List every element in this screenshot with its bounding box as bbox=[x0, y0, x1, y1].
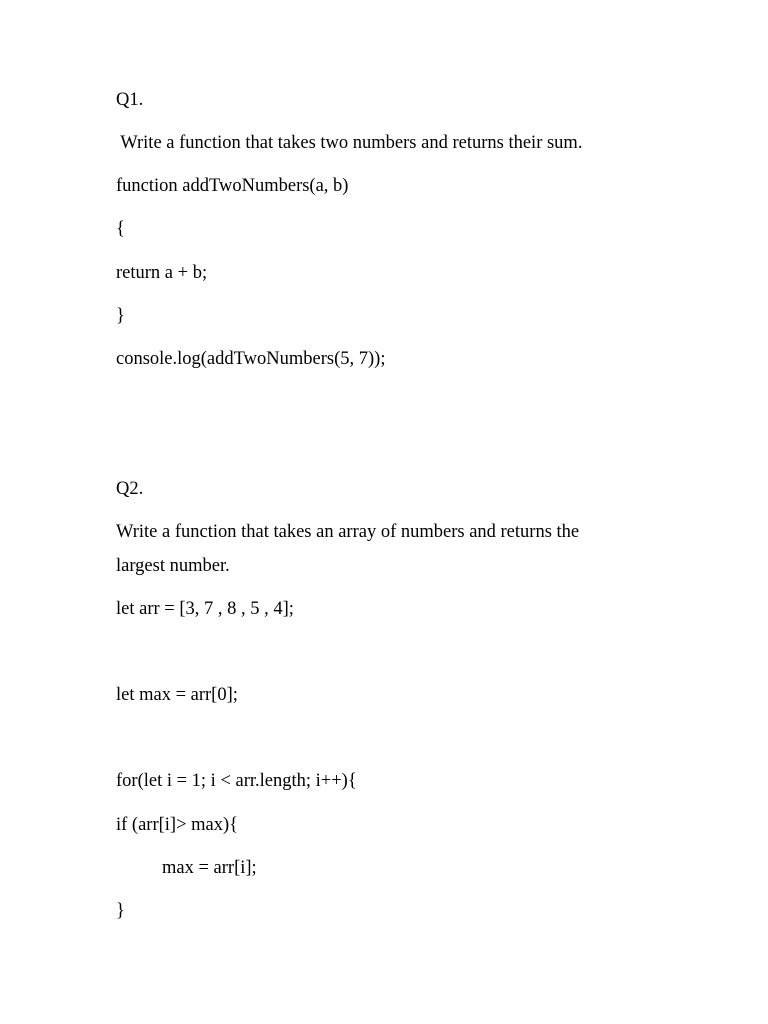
q2-code-line: if (arr[i]> max){ bbox=[116, 815, 239, 835]
q2-code-line: let max = arr[0]; bbox=[116, 685, 238, 705]
q1-code-line: { bbox=[116, 219, 125, 239]
q2-code-line: let arr = [3, 7 , 8 , 5 , 4]; bbox=[116, 599, 294, 619]
q2-code-line: max = arr[i]; bbox=[162, 858, 257, 878]
q1-prompt: Write a function that takes two numbers and returns their sum. bbox=[116, 133, 583, 153]
q2-code-line: } bbox=[116, 901, 125, 921]
q2-prompt-line2: largest number. bbox=[116, 556, 230, 576]
q2-label: Q2. bbox=[116, 479, 144, 499]
q1-code-line: console.log(addTwoNumbers(5, 7)); bbox=[116, 349, 386, 369]
q2-prompt-line1: Write a function that takes an array of numbers and returns the bbox=[116, 522, 580, 542]
q1-code-line: return a + b; bbox=[116, 263, 208, 283]
q2-code-line: for(let i = 1; i < arr.length; i++){ bbox=[116, 771, 357, 791]
q1-code-line: function addTwoNumbers(a, b) bbox=[116, 176, 349, 196]
q1-label: Q1. bbox=[116, 90, 144, 110]
q1-code-line: } bbox=[116, 306, 125, 326]
